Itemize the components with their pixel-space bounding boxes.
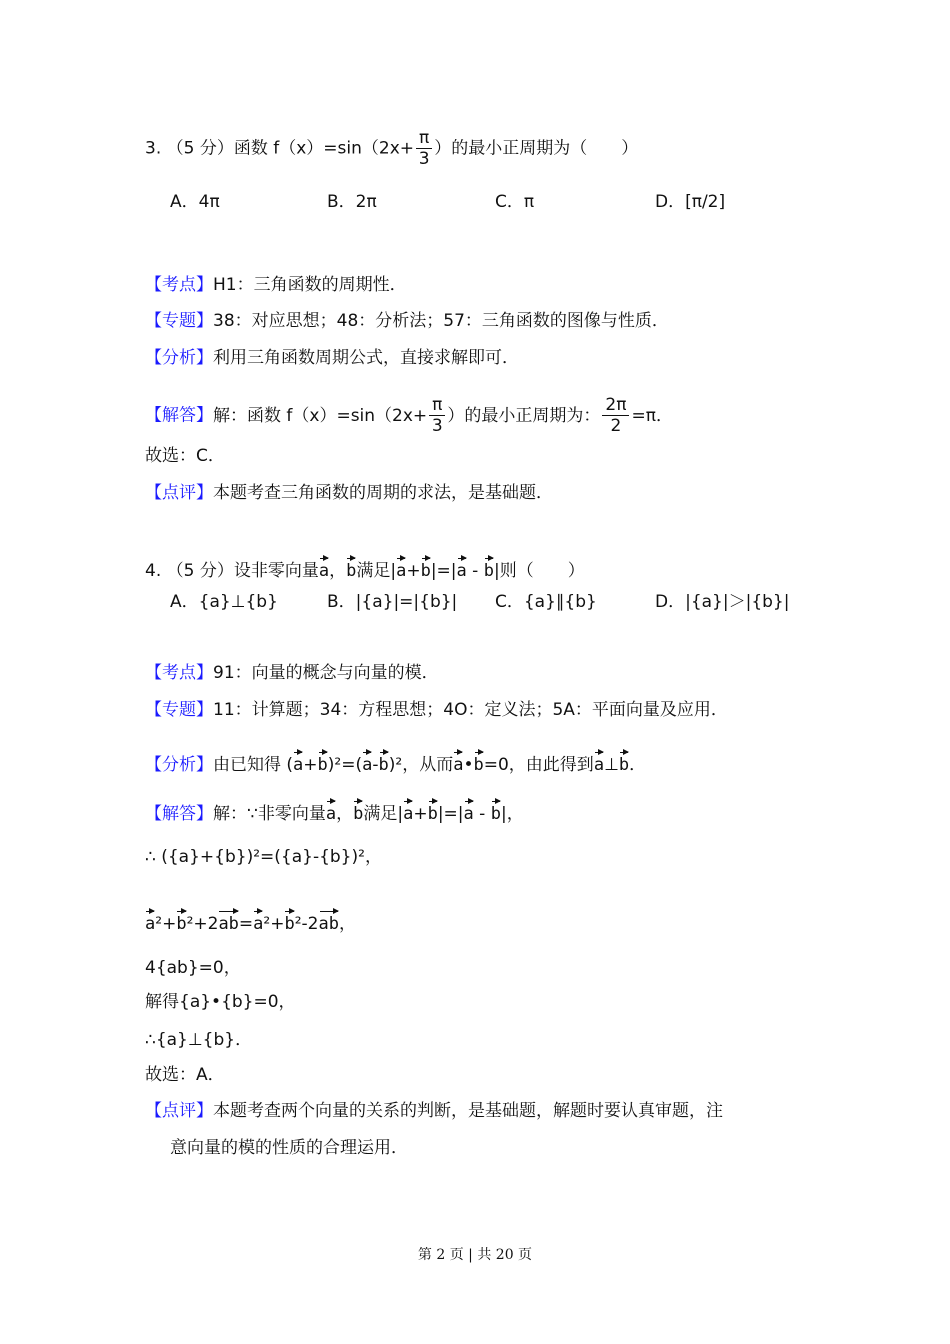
text: H1：三角函数的周期性． xyxy=(213,275,407,295)
vector-symbol: a xyxy=(457,553,467,583)
vector-symbol: ab xyxy=(319,906,339,936)
vector-symbol: b xyxy=(428,796,438,826)
q3-kaodian xyxy=(145,273,407,297)
label: 【专题】 xyxy=(145,311,213,331)
q3-answer: 故选：C． xyxy=(145,446,225,466)
q4-fenxi xyxy=(145,747,646,777)
q3-dianping xyxy=(145,481,553,505)
q4-zhuanti xyxy=(145,698,728,722)
vector-symbol: a xyxy=(145,906,155,936)
q3-jieda xyxy=(145,395,673,436)
q4-dianping xyxy=(145,1099,723,1123)
q3-option-a: A．4π xyxy=(170,192,220,212)
q4-jieda xyxy=(145,796,524,826)
vector-symbol: a xyxy=(403,796,413,826)
text: 解：∵非零向量a，b满足|a+b|=|a - b|， xyxy=(213,804,524,824)
text: 91：向量的概念与向量的模． xyxy=(213,663,439,683)
vector-symbol: b xyxy=(421,553,431,583)
vector-symbol: a xyxy=(594,747,604,777)
vector-symbol: a xyxy=(396,553,406,583)
label: 【分析】 xyxy=(145,755,213,775)
q4-stem: 4. （5 分）设非零向量a，b满足|a+b|=|a - b|则（ ） xyxy=(145,553,585,583)
vector-symbol: b xyxy=(176,906,186,936)
q4-step: ∴{a}⊥{b}． xyxy=(145,1030,253,1050)
q4-option-a: A．{a}⊥{b} xyxy=(170,592,278,612)
q3-option-d: D．[π/2] xyxy=(655,192,726,212)
vector-symbol: b xyxy=(353,796,363,826)
label: 【点评】 xyxy=(145,483,213,503)
vector-symbol: a xyxy=(326,796,336,826)
q4-option-c: C．{a}∥{b} xyxy=(495,592,597,612)
vector-symbol: a xyxy=(319,553,329,583)
q4-dianping-cont: 意向量的模的性质的合理运用． xyxy=(170,1138,408,1158)
fraction: $\frac{\pi}{3}$ xyxy=(416,128,432,169)
vector-symbol: b xyxy=(619,747,629,777)
vector-symbol: a xyxy=(362,747,372,777)
vector-symbol: b xyxy=(284,906,294,936)
label: 【解答】 xyxy=(145,804,213,824)
text: 本题考查三角函数的周期的求法，是基础题． xyxy=(213,483,553,503)
q3-option-c: C．π xyxy=(495,192,535,212)
q3-fenxi xyxy=(145,346,519,370)
text: 解：函数 f（x）=sin（2x+ $\frac{\pi}{3}$ ）的最小正周期为： $\frac{2\pi}{2}$ =π． xyxy=(213,395,673,436)
fraction: $\frac{2\pi}{2}$ xyxy=(602,395,629,436)
label: 【点评】 xyxy=(145,1101,213,1121)
q3-stem: 3. （5 分）函数 f（x）=sin（2x+ $\frac{\pi}{3}$ ）的最小正周期为（ ） xyxy=(145,128,639,169)
q4-step: 4{ab}=0， xyxy=(145,958,241,978)
vector-symbol: a xyxy=(453,747,463,777)
q3-option-b: B．2π xyxy=(327,192,377,212)
vector-symbol: ab xyxy=(218,906,238,936)
vector-symbol: b xyxy=(318,747,328,777)
vector-symbol: b xyxy=(491,796,501,826)
q4-step: a²+b²+2ab=a²+b²-2ab， xyxy=(145,906,356,936)
label: 【专题】 xyxy=(145,700,213,720)
vector-symbol: b xyxy=(346,553,356,583)
q4-answer: 故选：A． xyxy=(145,1065,225,1085)
vector-symbol: b xyxy=(484,553,494,583)
text: 11：计算题；34：方程思想；4O：定义法；5A：平面向量及应用． xyxy=(213,700,728,720)
q4-option-b: B．|{a}|=|{b}| xyxy=(327,592,458,612)
q4-step: 解得{a}•{b}=0， xyxy=(145,992,296,1012)
text: 38：对应思想；48：分析法；57：三角函数的图像与性质． xyxy=(213,311,669,331)
text: 利用三角函数周期公式，直接求解即可． xyxy=(213,348,519,368)
label: 【考点】 xyxy=(145,275,213,295)
q3-zhuanti xyxy=(145,309,669,333)
vector-symbol: a xyxy=(253,906,263,936)
label: 【解答】 xyxy=(145,405,213,426)
page-footer: 第 2 页 | 共 20 页 xyxy=(417,1247,533,1263)
fraction: $\frac{\pi}{3}$ xyxy=(429,395,445,436)
text: 由已知得 (a+b)²=(a-b)²，从而a•b=0，由此得到a⊥b． xyxy=(213,755,646,775)
vector-symbol: b xyxy=(474,747,484,777)
text: 本题考查两个向量的关系的判断，是基础题，解题时要认真审题，注 xyxy=(213,1101,723,1121)
q4-option-d: D．|{a}|＞|{b}| xyxy=(655,592,790,612)
vector-symbol: a xyxy=(464,796,474,826)
vector-symbol: a xyxy=(293,747,303,777)
label: 【分析】 xyxy=(145,348,213,368)
label: 【考点】 xyxy=(145,663,213,683)
q4-kaodian xyxy=(145,661,439,685)
q4-step: ∴ ({a}+{b})²=({a}-{b})²， xyxy=(145,847,382,867)
vector-symbol: b xyxy=(379,747,389,777)
